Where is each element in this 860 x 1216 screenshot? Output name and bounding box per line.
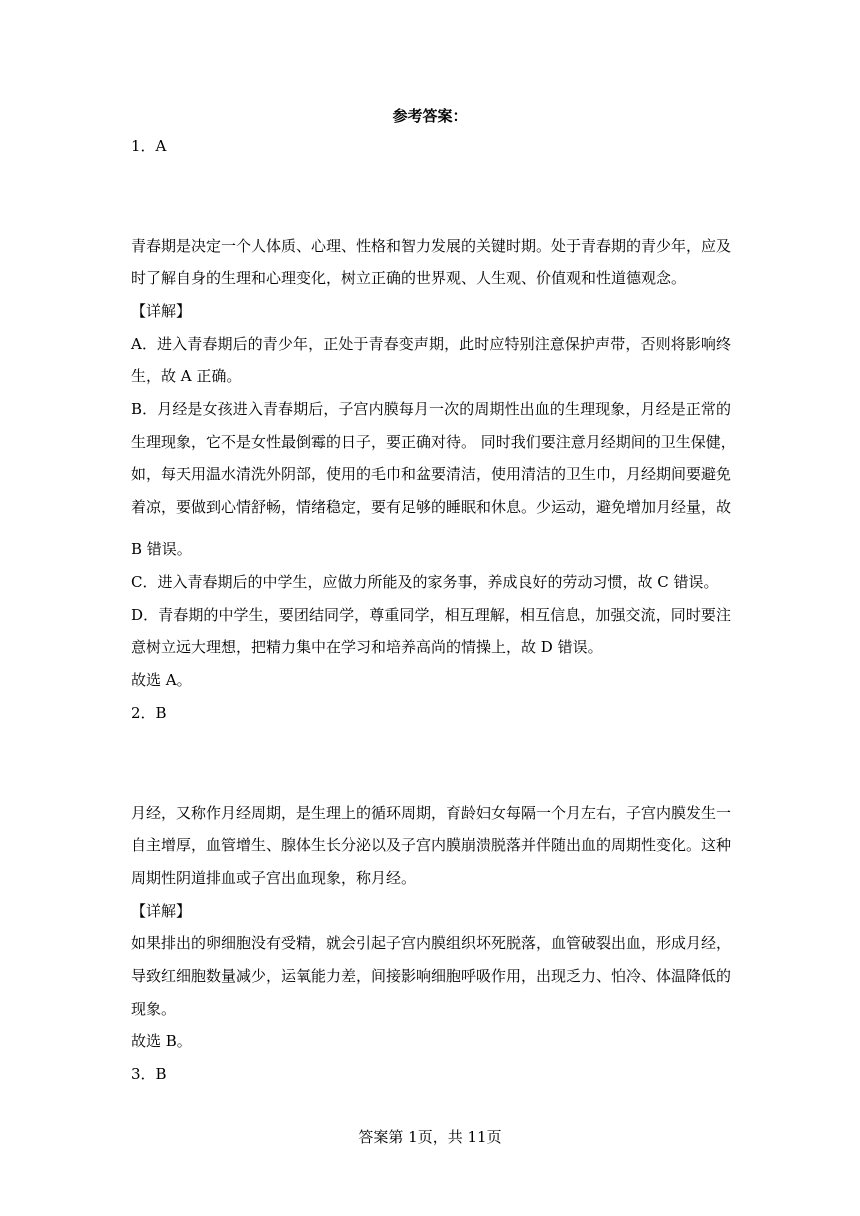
q2-detail-label: 【详解】 — [131, 902, 192, 920]
q1-analysis-line: 时了解自身的生理和心理变化，树立正确的世界观、人生观、价值观和性道德观念。 — [131, 269, 687, 287]
q1-detail-line: 如，每天用温水清洗外阴部，使用的毛巾和盆要清洁，使用清洁的卫生巾，月经期间要避免 — [131, 465, 732, 483]
q1-detail-line: B 错误。 — [131, 540, 192, 558]
q1-detail-line: C．进入青春期后的中学生，应做力所能及的家务事，养成良好的劳动习惯，故 C 错误。 — [131, 573, 719, 591]
q2-detail-line: 导致红细胞数量减少，运氧能力差，间接影响细胞呼吸作用，出现乏力、怕冷、体温降低的 — [131, 967, 732, 985]
q2-analysis-line: 月经，又称作月经周期，是生理上的循环周期，育龄妇女每隔一个月左右，子宫内膜发生一 — [131, 804, 732, 822]
q1-detail-label: 【详解】 — [131, 302, 192, 320]
q1-detail-line: D．青春期的中学生，要团结同学，尊重同学，相互理解，相互信息，加强交流，同时要注 — [131, 606, 731, 624]
q1-detail-line: 生理现象，它不是女性最倒霉的日子，要正确对待。 同时我们要注意月经期间的卫生保健， — [131, 433, 736, 451]
q1-detail-line: A．进入青春期后的青少年，正处于青春变声期，此时应特别注意保护声带，否则将影响终 — [131, 335, 731, 353]
q2-analysis-line: 周期性阴道排血或子宫出血现象，称月经。 — [131, 869, 417, 887]
page-footer: 答案第 1页，共 11页 — [358, 1128, 502, 1146]
q2-detail-line: 如果排出的卵细胞没有受精，就会引起子宫内膜组织坏死脱落，血管破裂出血，形成月经， — [131, 934, 732, 952]
q1-conclusion: 故选 A。 — [131, 671, 192, 689]
q2-analysis-line: 自主增厚，血管增生、腺体生长分泌以及子宫内膜崩溃脱落并伴随出血的周期性变化。这种 — [131, 836, 732, 854]
page-title: 参考答案： — [392, 107, 468, 125]
q1-detail-line: 着凉，要做到心情舒畅，情绪稳定，要有足够的睡眠和休息。少运动，避免增加月经量，故 — [131, 498, 732, 516]
q1-analysis-line: 青春期是决定一个人体质、心理、性格和智力发展的关键时期。处于青春期的青少年，应及 — [131, 237, 732, 255]
q2-detail-line: 现象。 — [131, 1000, 177, 1018]
q1-detail-line: 生，故 A 正确。 — [131, 367, 242, 385]
q1-detail-line: B．月经是女孩进入青春期后，子宫内膜每月一次的周期性出血的生理现象，月经是正常的 — [131, 400, 731, 418]
q2-number: 2．B — [131, 704, 167, 722]
q2-conclusion: 故选 B。 — [131, 1032, 192, 1050]
q1-detail-line: 意树立远大理想，把精力集中在学习和培养高尚的情操上，故 D 错误。 — [131, 638, 603, 656]
q3-number: 3．B — [131, 1065, 167, 1083]
q1-number: 1．A — [131, 137, 167, 155]
